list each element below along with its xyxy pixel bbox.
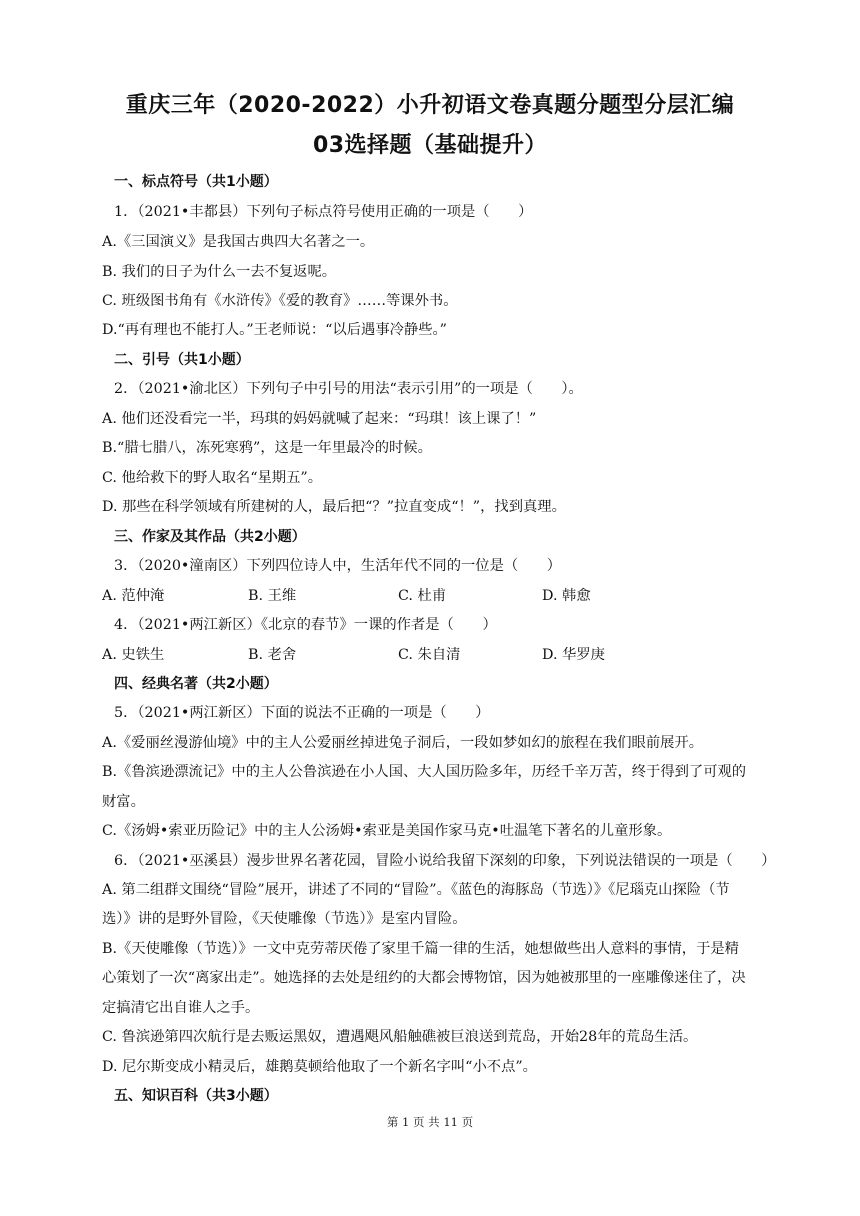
- doc-title-line2: 03选择题（基础提升）: [312, 133, 548, 158]
- q1-option-b: B. 我们的日子为什么一去不复返呢。: [102, 264, 337, 280]
- section-3-heading: 三、作家及其作品（共2小题）: [114, 529, 306, 545]
- q5-option-b-line1: B.《鲁滨逊漂流记》中的主人公鲁滨逊在小人国、大人国历险多年，历经千辛万苦，终于得到了可观的: [102, 764, 747, 780]
- q5-option-c: C.《汤姆•索亚历险记》中的主人公汤姆•索亚是美国作家马克•吐温笔下著名的儿童形象。: [102, 823, 672, 839]
- q1-stem: 1．（2021•丰都县）下列句子标点符号使用正确的一项是（ ）: [114, 204, 533, 220]
- q6-option-a-line2: 选）》讲的是野外冒险，《天使雕像（节选）》是室内冒险。: [102, 911, 467, 927]
- q4-option-a: A. 史铁生: [102, 647, 165, 663]
- q4-stem: 4．（2021•两江新区）《北京的春节》一课的作者是（ ）: [114, 617, 497, 633]
- q3-option-b: B. 王维: [248, 588, 297, 604]
- section-1-heading: 一、标点符号（共1小题）: [114, 174, 278, 190]
- q2-option-b: B.“腊七腊八，冻死寒鸦”，这是一年里最冷的时候。: [102, 440, 432, 456]
- q2-option-a: A. 他们还没看完一半，玛琪的妈妈就喊了起来：“玛琪！该上课了！”: [102, 411, 537, 427]
- q4-option-b: B. 老舍: [248, 647, 297, 663]
- doc-title-line1: 重庆三年（2020-2022）小升初语文卷真题分题型分层汇编: [125, 93, 735, 118]
- q5-option-a: A.《爱丽丝漫游仙境》中的主人公爱丽丝掉进兔子洞后，一段如梦如幻的旅程在我们眼前展开。: [102, 735, 704, 751]
- q4-option-c: C. 朱自清: [398, 647, 461, 663]
- q3-option-c: C. 杜甫: [398, 588, 447, 604]
- q1-option-d: D.“再有理也不能打人。”王老师说：“以后遇事冷静些。”: [102, 322, 447, 338]
- q5-option-b-line2: 财富。: [102, 794, 145, 810]
- q6-option-c: C. 鲁滨逊第四次航行是去贩运黑奴，遭遇飓风船触礁被巨浪送到荒岛，开始28年的荒岛生活。: [102, 1029, 698, 1045]
- q6-option-d: D. 尼尔斯变成小精灵后，雄鹅莫顿给他取了一个新名字叫“小不点”。: [102, 1059, 537, 1075]
- q1-option-a: A.《三国演义》是我国古典四大名著之一。: [102, 234, 375, 250]
- q6-option-a-line1: A. 第二组群文围绕“冒险”展开，讲述了不同的“冒险”。《蓝色的海豚岛（节选）》《尼瑙克山探险（节: [102, 882, 730, 898]
- q3-option-d: D. 韩愈: [542, 588, 591, 604]
- q5-stem: 5．（2021•两江新区）下面的说法不正确的一项是（ ）: [114, 705, 490, 721]
- q6-option-b-line1: B.《天使雕像（节选）》一文中克劳蒂厌倦了家里千篇一律的生活，她想做些出人意料的事情，于是精: [102, 941, 739, 957]
- q6-stem: 6．（2021•巫溪县）漫步世界名著花园，冒险小说给我留下深刻的印象，下列说法错误的一项是（ ）: [114, 853, 776, 869]
- q2-stem: 2．（2021•渝北区）下列句子中引号的用法“表示引用”的一项是（ ）。: [114, 381, 583, 397]
- q1-option-c: C. 班级图书角有《水浒传》《爱的教育》……等课外书。: [102, 293, 458, 309]
- q3-stem: 3．（2020•潼南区）下列四位诗人中，生活年代不同的一位是（ ）: [114, 558, 562, 574]
- q2-option-c: C. 他给救下的野人取名“星期五”。: [102, 470, 322, 486]
- section-4-heading: 四、经典名著（共2小题）: [114, 676, 278, 692]
- q6-option-b-line3: 定搞清它出自谁人之手。: [102, 1000, 260, 1016]
- section-2-heading: 二、引号（共1小题）: [114, 352, 250, 368]
- section-5-heading: 五、知识百科（共3小题）: [114, 1088, 278, 1104]
- q6-option-b-line2: 心策划了一次“离家出走”。她选择的去处是纽约的大都会博物馆，因为她被那里的一座雕像迷住了，决: [102, 970, 746, 986]
- q4-option-d: D. 华罗庚: [542, 647, 605, 663]
- q2-option-d: D. 那些在科学领域有所建树的人，最后把“？”拉直变成“！”，找到真理。: [102, 499, 566, 515]
- page-footer: 第 1 页 共 11 页: [386, 1115, 474, 1129]
- q3-option-a: A. 范仲淹: [102, 588, 165, 604]
